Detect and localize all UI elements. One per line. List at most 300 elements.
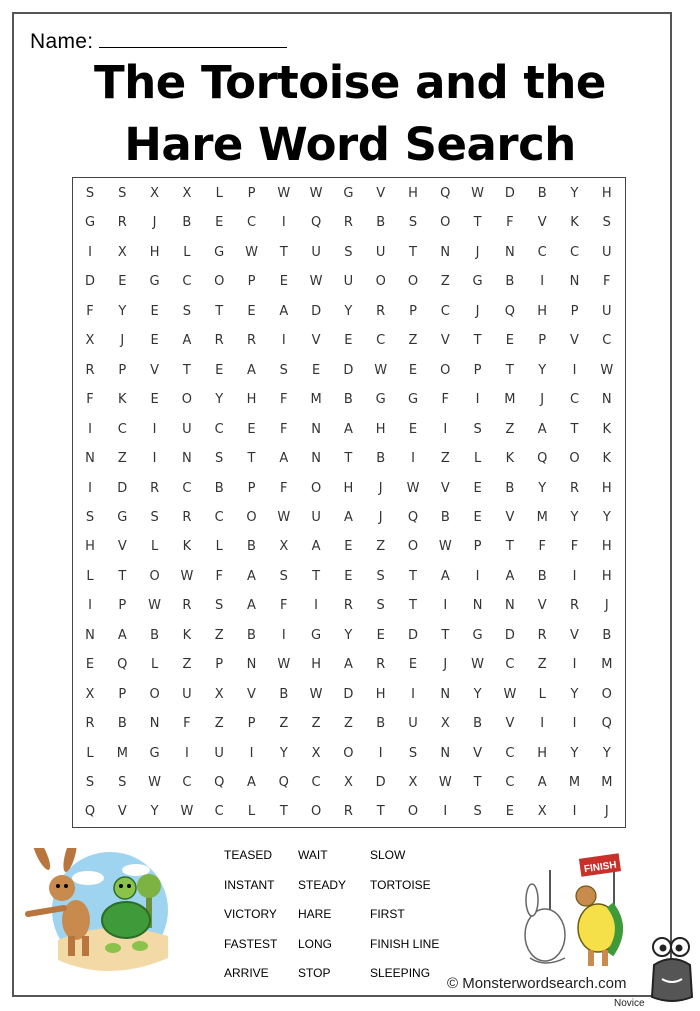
grid-letter[interactable]: L: [150, 657, 159, 673]
grid-letter[interactable]: Y: [215, 392, 224, 408]
grid-letter[interactable]: L: [86, 745, 94, 761]
grid-letter[interactable]: V: [440, 333, 450, 349]
grid-letter[interactable]: O: [181, 392, 192, 408]
grid-letter[interactable]: Q: [84, 804, 96, 820]
grid-letter[interactable]: I: [281, 627, 286, 643]
grid-letter[interactable]: Z: [505, 421, 515, 437]
grid-letter[interactable]: N: [440, 745, 451, 761]
grid-letter[interactable]: R: [376, 303, 386, 319]
grid-letter[interactable]: G: [149, 745, 160, 761]
grid-letter[interactable]: H: [408, 186, 418, 201]
grid-letter[interactable]: P: [247, 274, 256, 290]
grid-letter[interactable]: B: [182, 215, 192, 231]
grid-letter[interactable]: F: [603, 274, 611, 290]
grid-letter[interactable]: S: [473, 804, 482, 820]
grid-letter[interactable]: L: [183, 244, 191, 260]
grid-letter[interactable]: F: [183, 716, 191, 732]
grid-letter[interactable]: W: [277, 509, 291, 525]
grid-letter[interactable]: I: [443, 598, 448, 614]
grid-letter[interactable]: T: [409, 598, 417, 614]
grid-letter[interactable]: Q: [537, 451, 548, 467]
grid-letter[interactable]: V: [537, 215, 547, 231]
grid-letter[interactable]: H: [85, 539, 95, 555]
grid-letter[interactable]: U: [182, 686, 192, 702]
grid-letter[interactable]: S: [215, 451, 224, 467]
grid-letter[interactable]: R: [343, 215, 353, 231]
grid-letter[interactable]: R: [569, 598, 580, 614]
grid-letter[interactable]: Y: [602, 745, 611, 761]
grid-letter[interactable]: E: [150, 392, 159, 408]
grid-letter[interactable]: Y: [570, 186, 579, 201]
grid-letter[interactable]: D: [375, 775, 386, 790]
grid-letter[interactable]: X: [85, 686, 95, 702]
grid-letter[interactable]: J: [475, 244, 480, 260]
grid-letter[interactable]: E: [344, 333, 353, 349]
grid-letter[interactable]: M: [601, 657, 613, 673]
grid-letter[interactable]: E: [344, 539, 353, 555]
grid-letter[interactable]: A: [247, 775, 256, 790]
grid-letter[interactable]: P: [247, 186, 256, 201]
grid-letter[interactable]: W: [471, 186, 485, 201]
grid-letter[interactable]: Q: [214, 775, 225, 790]
grid-letter[interactable]: H: [537, 303, 548, 319]
grid-letter[interactable]: L: [215, 539, 223, 555]
grid-letter[interactable]: Z: [440, 451, 450, 467]
grid-letter[interactable]: W: [245, 244, 258, 260]
grid-letter[interactable]: X: [343, 775, 353, 790]
grid-letter[interactable]: T: [409, 244, 417, 260]
grid-letter[interactable]: C: [246, 215, 257, 231]
grid-letter[interactable]: X: [182, 186, 192, 201]
grid-letter[interactable]: Z: [117, 451, 127, 467]
grid-letter[interactable]: T: [570, 421, 579, 437]
grid-letter[interactable]: V: [376, 186, 386, 201]
grid-letter[interactable]: A: [247, 598, 256, 614]
grid-letter[interactable]: V: [537, 598, 547, 614]
grid-letter[interactable]: B: [279, 686, 289, 702]
grid-letter[interactable]: O: [440, 215, 451, 231]
grid-letter[interactable]: O: [343, 745, 354, 761]
grid-letter[interactable]: I: [572, 362, 577, 378]
grid-letter[interactable]: T: [118, 568, 127, 584]
grid-letter[interactable]: P: [473, 539, 482, 555]
grid-letter[interactable]: I: [88, 598, 92, 614]
grid-letter[interactable]: Y: [473, 686, 482, 702]
grid-letter[interactable]: I: [378, 745, 383, 761]
grid-letter[interactable]: X: [117, 244, 127, 260]
grid-letter[interactable]: K: [118, 392, 127, 408]
grid-letter[interactable]: R: [85, 716, 95, 732]
grid-letter[interactable]: F: [441, 392, 450, 408]
grid-letter[interactable]: O: [310, 804, 322, 820]
grid-letter[interactable]: I: [88, 244, 92, 260]
grid-letter[interactable]: N: [311, 451, 321, 467]
grid-letter[interactable]: A: [440, 568, 450, 584]
grid-letter[interactable]: W: [438, 539, 452, 555]
grid-letter[interactable]: H: [149, 244, 160, 260]
grid-letter[interactable]: O: [149, 686, 160, 702]
grid-letter[interactable]: L: [215, 186, 223, 201]
grid-letter[interactable]: A: [505, 568, 515, 584]
grid-letter[interactable]: F: [280, 598, 288, 614]
grid-letter[interactable]: X: [150, 186, 160, 201]
grid-letter[interactable]: I: [184, 745, 189, 761]
grid-letter[interactable]: Y: [570, 509, 579, 525]
grid-letter[interactable]: I: [411, 686, 415, 702]
grid-letter[interactable]: A: [537, 421, 547, 437]
grid-letter[interactable]: Z: [311, 716, 321, 732]
grid-letter[interactable]: S: [215, 598, 224, 614]
grid-letter[interactable]: X: [537, 804, 547, 820]
grid-letter[interactable]: V: [570, 627, 579, 643]
grid-letter[interactable]: A: [117, 627, 127, 643]
grid-letter[interactable]: G: [214, 244, 225, 260]
grid-letter[interactable]: M: [310, 392, 322, 408]
grid-letter[interactable]: U: [375, 244, 386, 260]
grid-letter[interactable]: B: [343, 392, 353, 408]
grid-letter[interactable]: R: [182, 598, 192, 614]
grid-letter[interactable]: W: [309, 686, 323, 702]
grid-letter[interactable]: C: [537, 244, 547, 260]
grid-letter[interactable]: I: [572, 657, 577, 673]
grid-letter[interactable]: W: [277, 657, 291, 673]
grid-letter[interactable]: L: [86, 568, 94, 584]
grid-letter[interactable]: A: [343, 421, 353, 437]
grid-letter[interactable]: I: [152, 421, 157, 437]
grid-letter[interactable]: Z: [182, 657, 192, 673]
grid-letter[interactable]: I: [249, 745, 254, 761]
grid-letter[interactable]: D: [504, 186, 515, 201]
grid-letter[interactable]: T: [473, 333, 482, 349]
grid-letter[interactable]: B: [505, 480, 515, 496]
grid-letter[interactable]: X: [311, 745, 321, 761]
grid-letter[interactable]: G: [472, 627, 483, 643]
grid-letter[interactable]: P: [118, 686, 127, 702]
grid-letter[interactable]: S: [376, 568, 385, 584]
grid-letter[interactable]: S: [602, 215, 611, 231]
grid-letter[interactable]: W: [309, 186, 323, 201]
grid-letter[interactable]: I: [572, 568, 577, 584]
grid-letter[interactable]: O: [601, 686, 612, 702]
grid-letter[interactable]: V: [117, 539, 127, 555]
grid-letter[interactable]: G: [149, 274, 160, 290]
grid-letter[interactable]: S: [408, 745, 418, 761]
grid-letter[interactable]: T: [279, 804, 288, 820]
grid-letter[interactable]: Y: [602, 509, 611, 525]
grid-letter[interactable]: B: [440, 509, 450, 525]
grid-letter[interactable]: H: [601, 539, 612, 555]
grid-letter[interactable]: Y: [344, 303, 353, 319]
grid-letter[interactable]: I: [281, 333, 286, 349]
grid-letter[interactable]: O: [310, 480, 322, 496]
grid-letter[interactable]: K: [602, 421, 612, 437]
grid-letter[interactable]: C: [182, 775, 192, 790]
grid-letter[interactable]: X: [214, 686, 224, 702]
grid-letter[interactable]: W: [438, 775, 452, 790]
grid-letter[interactable]: W: [309, 274, 323, 290]
grid-letter[interactable]: S: [150, 509, 159, 525]
grid-letter[interactable]: T: [505, 539, 514, 555]
grid-letter[interactable]: L: [150, 539, 159, 555]
grid-letter[interactable]: U: [602, 244, 612, 260]
grid-letter[interactable]: S: [473, 421, 482, 437]
grid-letter[interactable]: C: [214, 509, 224, 525]
grid-letter[interactable]: Z: [376, 539, 386, 555]
grid-letter[interactable]: A: [182, 333, 192, 349]
grid-letter[interactable]: H: [343, 480, 354, 496]
grid-letter[interactable]: O: [407, 274, 419, 290]
grid-letter[interactable]: W: [600, 362, 614, 378]
grid-letter[interactable]: H: [375, 686, 386, 702]
grid-letter[interactable]: R: [246, 333, 257, 349]
grid-letter[interactable]: P: [118, 598, 127, 614]
grid-letter[interactable]: E: [150, 333, 159, 349]
grid-letter[interactable]: E: [376, 627, 385, 643]
grid-letter[interactable]: E: [311, 362, 321, 378]
grid-letter[interactable]: R: [150, 480, 160, 496]
grid-letter[interactable]: W: [406, 480, 420, 496]
grid-letter[interactable]: H: [311, 657, 321, 673]
grid-letter[interactable]: I: [475, 392, 480, 408]
grid-letter[interactable]: I: [152, 451, 157, 467]
grid-letter[interactable]: O: [440, 362, 451, 378]
grid-letter[interactable]: K: [182, 627, 192, 643]
grid-letter[interactable]: P: [409, 303, 417, 319]
grid-letter[interactable]: M: [568, 775, 581, 790]
grid-letter[interactable]: T: [409, 568, 417, 584]
grid-letter[interactable]: M: [116, 745, 128, 761]
grid-letter[interactable]: U: [182, 421, 192, 437]
grid-letter[interactable]: W: [503, 686, 517, 702]
grid-letter[interactable]: E: [247, 303, 256, 319]
grid-letter[interactable]: E: [279, 274, 288, 290]
grid-letter[interactable]: E: [215, 362, 224, 378]
grid-letter[interactable]: D: [504, 627, 515, 643]
grid-letter[interactable]: B: [150, 627, 160, 643]
grid-letter[interactable]: D: [84, 274, 95, 290]
grid-letter[interactable]: T: [473, 215, 482, 231]
grid-letter[interactable]: E: [215, 215, 224, 231]
grid-letter[interactable]: S: [408, 215, 418, 231]
grid-letter[interactable]: N: [149, 716, 160, 732]
grid-letter[interactable]: U: [408, 716, 418, 732]
grid-letter[interactable]: C: [505, 745, 515, 761]
grid-letter[interactable]: D: [117, 480, 128, 496]
grid-letter[interactable]: N: [246, 657, 257, 673]
grid-letter[interactable]: R: [569, 480, 580, 496]
grid-letter[interactable]: R: [343, 804, 353, 820]
grid-letter[interactable]: Y: [279, 745, 288, 761]
grid-letter[interactable]: Z: [279, 716, 289, 732]
grid-letter[interactable]: V: [311, 333, 321, 349]
grid-letter[interactable]: R: [117, 215, 127, 231]
grid-letter[interactable]: S: [85, 186, 95, 201]
grid-letter[interactable]: U: [311, 509, 321, 525]
grid-letter[interactable]: N: [85, 451, 95, 467]
grid-letter[interactable]: S: [118, 186, 127, 201]
grid-letter[interactable]: P: [247, 716, 256, 732]
grid-letter[interactable]: S: [376, 598, 385, 614]
grid-letter[interactable]: A: [343, 509, 353, 525]
grid-letter[interactable]: W: [471, 657, 485, 673]
grid-letter[interactable]: C: [214, 804, 224, 820]
grid-letter[interactable]: K: [602, 451, 612, 467]
grid-letter[interactable]: I: [572, 804, 577, 820]
grid-letter[interactable]: I: [314, 598, 319, 614]
grid-letter[interactable]: O: [214, 274, 225, 290]
grid-letter[interactable]: B: [473, 716, 483, 732]
grid-letter[interactable]: Q: [601, 716, 612, 732]
grid-letter[interactable]: B: [505, 274, 515, 290]
grid-letter[interactable]: B: [117, 716, 127, 732]
grid-letter[interactable]: D: [407, 627, 418, 643]
grid-letter[interactable]: O: [375, 274, 386, 290]
grid-letter[interactable]: F: [280, 421, 288, 437]
grid-letter[interactable]: S: [85, 509, 95, 525]
grid-letter[interactable]: P: [538, 333, 547, 349]
grid-letter[interactable]: F: [280, 480, 288, 496]
grid-letter[interactable]: U: [311, 244, 321, 260]
grid-letter[interactable]: A: [279, 451, 289, 467]
grid-letter[interactable]: N: [440, 686, 451, 702]
grid-letter[interactable]: Z: [214, 716, 224, 732]
grid-letter[interactable]: F: [86, 392, 94, 408]
grid-letter[interactable]: Z: [214, 627, 224, 643]
grid-letter[interactable]: E: [150, 303, 159, 319]
grid-letter[interactable]: E: [85, 657, 95, 673]
grid-letter[interactable]: H: [601, 186, 612, 201]
grid-letter[interactable]: B: [214, 480, 224, 496]
grid-letter[interactable]: F: [538, 539, 546, 555]
grid-letter[interactable]: I: [281, 215, 286, 231]
grid-letter[interactable]: M: [536, 509, 548, 525]
grid-letter[interactable]: H: [601, 480, 612, 496]
grid-letter[interactable]: E: [408, 421, 418, 437]
grid-letter[interactable]: A: [311, 539, 321, 555]
grid-letter[interactable]: A: [537, 775, 547, 790]
grid-letter[interactable]: R: [85, 362, 95, 378]
grid-letter[interactable]: Y: [118, 303, 127, 319]
grid-letter[interactable]: R: [376, 657, 386, 673]
grid-letter[interactable]: E: [505, 333, 514, 349]
grid-letter[interactable]: U: [602, 303, 612, 319]
grid-letter[interactable]: S: [279, 362, 288, 378]
grid-letter[interactable]: Q: [407, 509, 419, 525]
grid-letter[interactable]: C: [117, 421, 127, 437]
grid-letter[interactable]: T: [505, 362, 514, 378]
grid-letter[interactable]: Y: [570, 745, 579, 761]
grid-letter[interactable]: P: [473, 362, 482, 378]
grid-letter[interactable]: L: [247, 804, 256, 820]
grid-letter[interactable]: R: [343, 598, 353, 614]
grid-letter[interactable]: Y: [538, 480, 547, 496]
grid-letter[interactable]: O: [149, 568, 160, 584]
grid-letter[interactable]: E: [247, 421, 256, 437]
grid-letter[interactable]: Z: [537, 657, 547, 673]
grid-letter[interactable]: B: [602, 627, 612, 643]
grid-letter[interactable]: W: [180, 804, 194, 820]
grid-letter[interactable]: L: [473, 451, 482, 467]
grid-letter[interactable]: Z: [343, 716, 353, 732]
grid-letter[interactable]: I: [88, 421, 92, 437]
grid-letter[interactable]: T: [279, 244, 288, 260]
grid-letter[interactable]: Q: [117, 657, 128, 673]
grid-letter[interactable]: C: [505, 657, 515, 673]
grid-letter[interactable]: H: [537, 745, 548, 761]
grid-letter[interactable]: W: [277, 186, 291, 201]
grid-letter[interactable]: O: [569, 451, 580, 467]
grid-letter[interactable]: F: [86, 303, 94, 319]
grid-letter[interactable]: E: [118, 274, 127, 290]
grid-letter[interactable]: N: [505, 244, 515, 260]
grid-letter[interactable]: O: [246, 509, 257, 525]
grid-letter[interactable]: K: [570, 215, 579, 231]
grid-letter[interactable]: Y: [538, 362, 547, 378]
grid-letter[interactable]: W: [148, 598, 162, 614]
grid-letter[interactable]: N: [601, 392, 612, 408]
grid-letter[interactable]: T: [376, 804, 385, 820]
grid-letter[interactable]: T: [312, 568, 321, 584]
grid-letter[interactable]: S: [85, 775, 95, 790]
grid-letter[interactable]: T: [344, 451, 353, 467]
grid-letter[interactable]: I: [475, 568, 480, 584]
grid-letter[interactable]: Z: [440, 274, 450, 290]
grid-letter[interactable]: E: [408, 362, 418, 378]
grid-letter[interactable]: C: [376, 333, 386, 349]
grid-letter[interactable]: I: [88, 480, 92, 496]
grid-letter[interactable]: F: [215, 568, 223, 584]
grid-letter[interactable]: Y: [150, 804, 159, 820]
grid-letter[interactable]: C: [505, 775, 515, 790]
grid-letter[interactable]: K: [505, 451, 515, 467]
grid-letter[interactable]: I: [572, 716, 577, 732]
grid-letter[interactable]: F: [506, 215, 514, 231]
grid-letter[interactable]: N: [472, 598, 483, 614]
grid-letter[interactable]: Q: [440, 186, 451, 201]
grid-letter[interactable]: W: [374, 362, 388, 378]
grid-letter[interactable]: I: [540, 716, 545, 732]
grid-letter[interactable]: N: [569, 274, 580, 290]
grid-letter[interactable]: B: [376, 451, 386, 467]
grid-letter[interactable]: E: [505, 804, 514, 820]
grid-letter[interactable]: R: [214, 333, 224, 349]
grid-letter[interactable]: B: [537, 568, 547, 584]
grid-letter[interactable]: J: [152, 215, 157, 231]
grid-letter[interactable]: A: [343, 657, 353, 673]
grid-letter[interactable]: J: [475, 303, 480, 319]
grid-letter[interactable]: Y: [570, 686, 579, 702]
grid-letter[interactable]: D: [311, 303, 322, 319]
grid-letter[interactable]: U: [343, 274, 354, 290]
grid-letter[interactable]: E: [344, 568, 353, 584]
grid-letter[interactable]: V: [247, 686, 256, 702]
grid-letter[interactable]: N: [440, 244, 451, 260]
grid-letter[interactable]: B: [247, 627, 256, 643]
grid-letter[interactable]: J: [443, 657, 448, 673]
grid-letter[interactable]: G: [117, 509, 128, 525]
grid-letter[interactable]: I: [443, 804, 448, 820]
grid-letter[interactable]: J: [604, 598, 609, 614]
grid-letter[interactable]: I: [540, 274, 545, 290]
grid-letter[interactable]: A: [279, 303, 289, 319]
grid-letter[interactable]: B: [376, 215, 386, 231]
grid-letter[interactable]: C: [569, 392, 580, 408]
grid-letter[interactable]: G: [375, 392, 386, 408]
grid-letter[interactable]: G: [343, 186, 354, 201]
grid-letter[interactable]: S: [182, 303, 192, 319]
grid-letter[interactable]: C: [214, 421, 224, 437]
grid-letter[interactable]: V: [505, 716, 515, 732]
